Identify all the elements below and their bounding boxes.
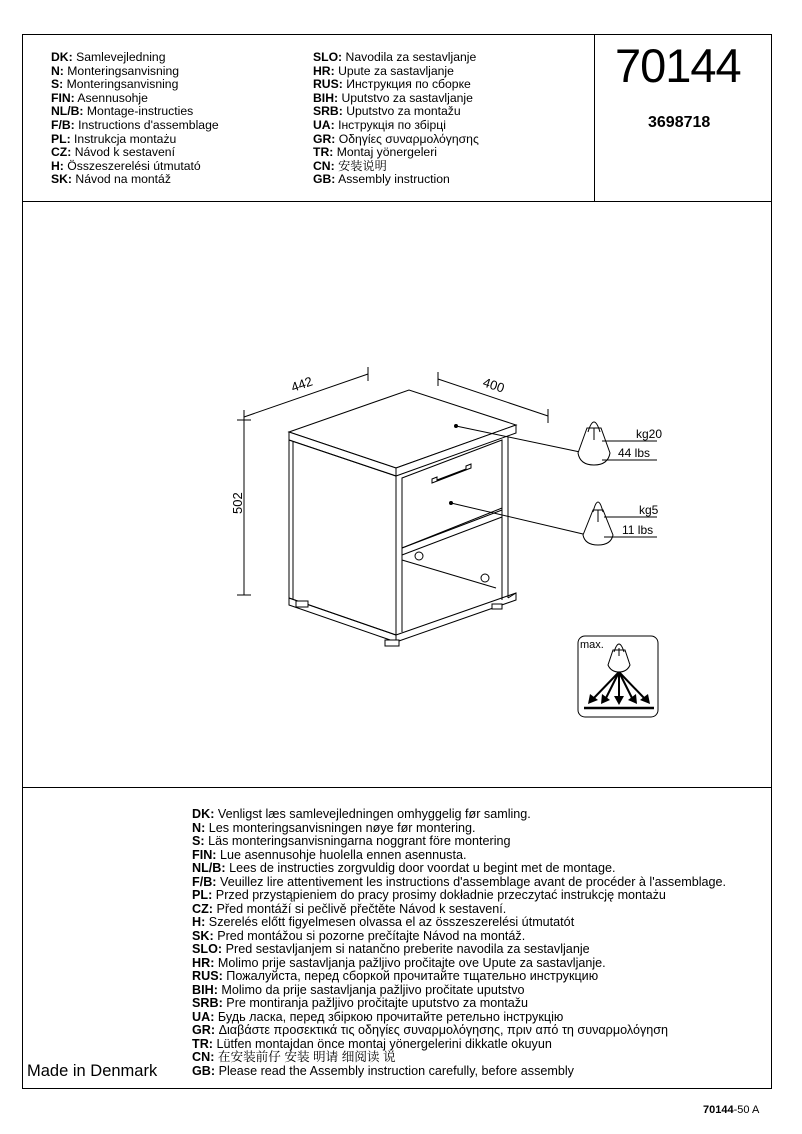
lang-code: GR:	[313, 131, 336, 146]
lang-code: PL:	[51, 131, 71, 146]
instruction-row: PL: Przed przystąpieniem do pracy prosimy dokładnie przeczytać instrukcję montażu	[192, 888, 666, 902]
lang-code: GB:	[313, 172, 336, 187]
instruction-row: SRB: Pre montiranja pažljivo pročitajte uputstvo za montažu	[192, 996, 528, 1010]
max-label: max.	[580, 639, 604, 651]
lang-code: SK:	[51, 172, 72, 187]
instruction-row: GR: Διαβάστε προσεκτικά τις οδηγίες συναρμολόγησης, πριν από τη συναρμολόγηση	[192, 1023, 669, 1037]
lang-code: NL/B:	[51, 104, 84, 119]
instruction-row: DK: Venligst læs samlevejledningen omhyggelig før samling.	[192, 807, 531, 821]
drawer-handle	[432, 464, 471, 483]
instruction-row: S: Läs monteringsanvisningarna noggrant före montering	[192, 834, 511, 848]
lang-code: RUS:	[313, 77, 343, 92]
instruction-row: H: Szerelés előtt figyelmesen olvassa el az összeszerelési útmutatót	[192, 915, 575, 929]
instruction-row: NL/B: Lees de instructies zorgvuldig door voordat u begint met de montage.	[192, 861, 616, 875]
lang-code: CN:	[313, 158, 335, 173]
lang-text: Návod k sestavení	[74, 145, 175, 160]
instruction-row: N: Les monteringsanvisningen nøye før montering.	[192, 820, 476, 835]
top-load-kg: kg20	[636, 427, 663, 441]
footer-code	[703, 1104, 759, 1116]
lang-text: Инструкция по сборке	[346, 77, 471, 92]
instruction-row: F/B: Veuillez lire attentivement les instructions d'assemblage avant de procéder à l'assemblage.	[192, 874, 727, 889]
instruction-row: CN: 在安装前仔 安装 明请 细阅读 说	[192, 1050, 396, 1064]
lang-code: DK:	[51, 50, 73, 64]
lang-code: HR:	[313, 63, 335, 78]
shelf-load-kg: kg5	[639, 503, 659, 517]
instruction-row: UA: Будь ласка, перед збіркою прочитайте ретельно інструкцію	[192, 1009, 564, 1024]
lang-text: Montaj yönergeleri	[336, 145, 437, 160]
lang-text: Samlevejledning	[76, 50, 166, 64]
lang-text: Montage-instructies	[86, 104, 194, 119]
lang-code: CZ:	[51, 145, 72, 160]
lang-code: FIN:	[51, 90, 75, 105]
lang-code: TR:	[313, 145, 334, 160]
lang-code: H:	[51, 158, 64, 173]
lang-code: N:	[51, 63, 64, 78]
instruction-row: BIH: Molimo da prije sastavljanja pažljivo pročitate uputstvo	[192, 982, 525, 997]
lang-text: Monteringsanvisning	[66, 77, 179, 92]
lang-text: Asennusohje	[77, 90, 148, 105]
lang-text: Οδηγίες συναρμολόγησης	[338, 131, 479, 146]
open-shelf	[402, 510, 502, 555]
lang-text: Instrukcja montażu	[74, 131, 177, 146]
instruction-row: FIN: Lue asennusohje huolella ennen asennusta.	[192, 847, 467, 862]
lang-text: Uputstvo za sastavljanje	[341, 90, 473, 105]
lang-text: Instructions d'assemblage	[78, 117, 219, 132]
made-in-label: Made in Denmark	[27, 1062, 158, 1080]
instructions-list	[192, 808, 726, 1078]
lang-code: SRB:	[313, 104, 343, 119]
lang-text: Assembly instruction	[338, 172, 450, 187]
lang-code: BIH:	[313, 90, 339, 105]
lang-text: Összeszerelési útmutató	[67, 158, 201, 173]
footer-product-code: 70144	[703, 1104, 734, 1116]
lang-text: Navodila za sestavljanje	[345, 50, 477, 64]
instruction-row: CZ: Před montáží si pečlivě přečtěte Návod k sestavení.	[192, 901, 507, 916]
lang-text: Інструкція по збірці	[338, 117, 446, 132]
shelf-load-lbs: 11 lbs	[622, 523, 654, 537]
instruction-row: SLO: Pred sestavljanjem si natančno preberite navodila za sestavljanje	[192, 942, 590, 956]
footer-suffix: -50 A	[733, 1104, 760, 1116]
top-load-lbs: 44 lbs	[618, 446, 651, 460]
dimension-width-label: 442	[289, 373, 315, 395]
instruction-row: RUS: Пожалуйста, перед сборкой прочитайте тщательно инструкцию	[192, 969, 599, 983]
lang-code: SLO:	[313, 50, 343, 64]
lang-text: Návod na montáž	[75, 172, 171, 187]
lang-text: 安装说明	[338, 158, 387, 173]
lang-text: Monteringsanvisning	[67, 63, 180, 78]
lang-code: UA:	[313, 117, 335, 132]
instruction-row: TR: Lütfen montajdan önce montaj yönergelerini dikkatle okuyun	[192, 1036, 552, 1051]
instruction-row: GB: Please read the Assembly instruction carefully, before assembly	[192, 1063, 574, 1078]
lang-code: S:	[51, 77, 64, 92]
dimension-depth-label: 400	[481, 374, 507, 396]
lang-text: Uputstvo za montažu	[346, 104, 461, 119]
lang-text: Upute za sastavljanje	[338, 63, 454, 78]
cabinet-top	[289, 390, 516, 468]
product-number: 70144	[615, 39, 741, 92]
article-number: 3698718	[648, 114, 711, 131]
lang-code: F/B:	[51, 117, 75, 132]
instruction-row: HR: Molimo prije sastavljanja pažljivo pročitajte ove Upute za sastavljanje.	[192, 955, 606, 970]
instruction-row: SK: Pred montážou si pozorne prečítajte Návod na montáž.	[192, 928, 526, 943]
dimension-height-label: 502	[230, 492, 245, 514]
